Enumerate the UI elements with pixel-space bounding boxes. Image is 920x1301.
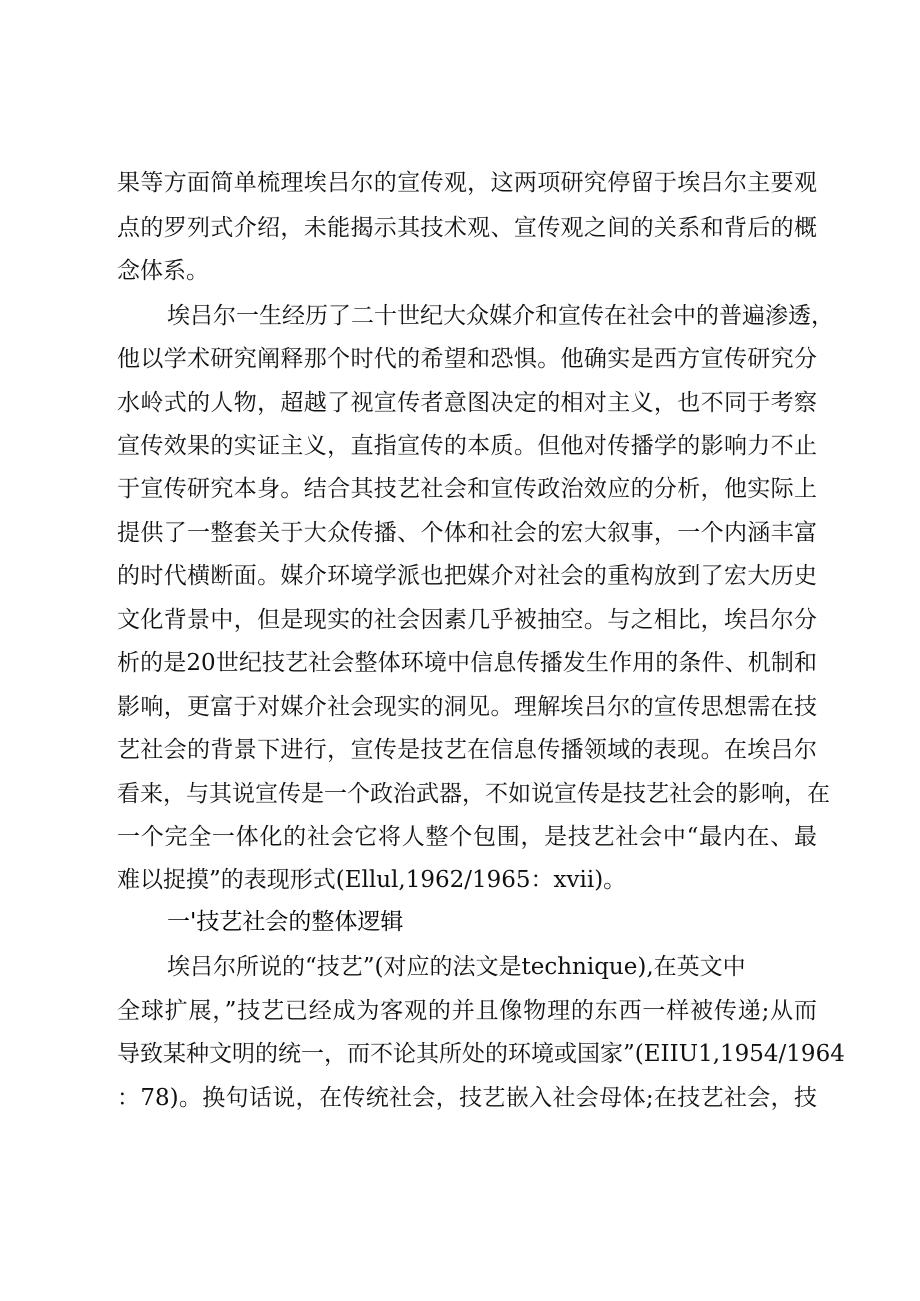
paragraph-2-line-1: 埃吕尔一生经历了二十世纪大众媒介和宣传在社会中的普遍渗透，: [167, 303, 834, 329]
paragraph-2-line-2: 他以学术研究阐释那个时代的希望和恐惧。他确实是西方宣传研究分: [117, 346, 817, 372]
paragraph-3-line-4: ：78)。换句话说，在传统社会，技艺嵌入社会母体;在技艺社会，技: [117, 1085, 817, 1111]
section-heading: 一'技艺社会的整体逻辑: [167, 909, 404, 935]
paragraph-2-line-12: 看来，与其说宣传是一个政治武器，不如说宣传是技艺社会的影响，在: [117, 781, 830, 807]
paragraph-1-line-3: 念体系。: [117, 258, 209, 284]
paragraph-2-line-3: 水岭式的人物，超越了视宣传者意图决定的相对主义，也不同于考察: [117, 390, 817, 416]
paragraph-2-line-8: 文化背景中，但是现实的社会因素几乎被抽空。与之相比，埃吕尔分: [117, 607, 817, 633]
paragraph-2-line-13: 一个完全一体化的社会它将人整个包围，是技艺社会中“最内在、最: [117, 824, 817, 850]
paragraph-1-line-2: 点的罗列式介绍，未能揭示其技术观、宣传观之间的关系和背后的概: [117, 215, 817, 241]
paragraph-3-line-1: 埃吕尔所说的“技艺”(对应的法文是technique),在英文中: [167, 954, 746, 980]
paragraph-1-line-1: 果等方面简单梳理埃吕尔的宣传观，这两项研究停留于埃吕尔主要观: [117, 170, 817, 196]
paragraph-2-line-9: 析的是20世纪技艺社会整体环境中信息传播发生作用的条件、机制和: [117, 650, 817, 676]
paragraph-2-line-10: 影响，更富于对媒介社会现实的洞见。理解埃吕尔的宣传思想需在技: [117, 694, 817, 720]
paragraph-2-line-7: 的时代横断面。媒介环境学派也把媒介对社会的重构放到了宏大历史: [117, 563, 817, 589]
paragraph-2-line-11: 艺社会的背景下进行，宣传是技艺在信息传播领域的表现。在埃吕尔: [117, 737, 817, 763]
paragraph-2-line-14: 难以捉摸”的表现形式(Ellul,1962/1965：xvii)。: [117, 867, 627, 893]
paragraph-3-line-3: 导致某种文明的统一，而不论其所处的环境或国家”(EIIU1,1954/1964: [117, 1041, 845, 1067]
paragraph-3-line-2: 全球扩展，”技艺已经成为客观的并且像物理的东西一样被传递;从而: [117, 998, 817, 1024]
paragraph-2-line-5: 于宣传研究本身。结合其技艺社会和宣传政治效应的分析，他实际上: [117, 476, 817, 502]
paragraph-2-line-4: 宣传效果的实证主义，直指宣传的本质。但他对传播学的影响力不止: [117, 433, 817, 459]
paragraph-2-line-6: 提供了一整套关于大众传播、个体和社会的宏大叙事，一个内涵丰富: [117, 520, 817, 546]
